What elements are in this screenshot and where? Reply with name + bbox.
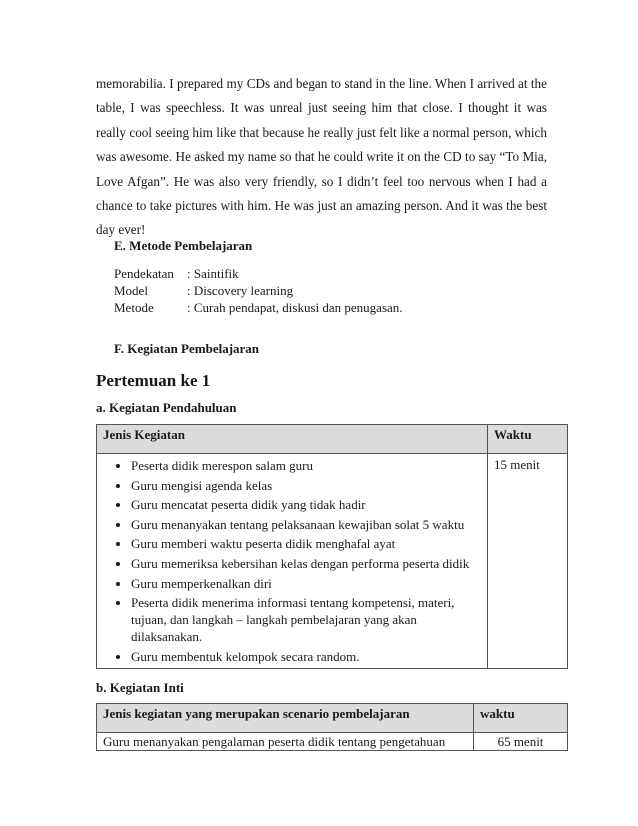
- narrative-paragraph: memorabilia. I prepared my CDs and began to stand in the line. When I arrived at the table, I was speechless. It was unreal just seeing him that close. I thought it was really cool seeing him like that because he really just felt like a normal person, which was awesome. He asked my name so that he could write it on the CD to say “To Mia, Love Afgan”. He was also very friendly, so I didn’t feel too nervous when I had a chance to take pictures with him. He was just an amazing person. And it was the best day ever!: [96, 76, 547, 238]
- method-list: [114, 265, 403, 316]
- time-cell: 65 menit: [474, 733, 568, 751]
- activities-cell: [97, 454, 488, 669]
- method-value: : Discovery learning: [187, 283, 294, 298]
- method-key: Model: [114, 283, 148, 298]
- list-item: • Guru memperkenalkan diri: [131, 575, 481, 592]
- method-row-approach: [114, 265, 403, 282]
- meeting-title: Pertemuan ke 1: [96, 371, 211, 390]
- method-row-method: [114, 299, 403, 316]
- list-item: • Guru menanyakan tentang pelaksanaan kewajiban solat 5 waktu: [131, 516, 481, 533]
- list-item: • Guru membentuk kelompok secara random.: [131, 648, 481, 665]
- header-activity: Jenis Kegiatan: [97, 425, 488, 454]
- header-activity: Jenis kegiatan yang merupakan scenario pembelajaran: [97, 704, 474, 733]
- activities-list: [103, 457, 481, 665]
- method-key: Pendekatan: [114, 266, 174, 281]
- list-item: • Guru mengisi agenda kelas: [131, 477, 481, 494]
- table-row: [97, 733, 568, 751]
- header-time: waktu: [474, 704, 568, 733]
- list-item: • Guru memeriksa kebersihan kelas dengan performa peserta didik: [131, 555, 481, 572]
- core-activities-table: [96, 703, 568, 751]
- section-f-title: F. Kegiatan Pembelajaran: [114, 341, 260, 356]
- method-value: : Saintifik: [187, 266, 239, 281]
- time-cell: 15 menit: [488, 454, 568, 669]
- table-row: [97, 454, 568, 669]
- table-header-row: [97, 425, 568, 454]
- method-value: : Curah pendapat, diskusi dan penugasan.: [187, 300, 403, 315]
- list-item: • Peserta didik menerima informasi tentang kompetensi, materi, tujuan, dan langkah – langkah pembelajaran yang akan dilaksanakan.: [131, 594, 481, 645]
- method-key: Metode: [114, 300, 154, 315]
- list-item: • Guru mencatat peserta didik yang tidak hadir: [131, 496, 481, 513]
- list-item: • Guru memberi waktu peserta didik menghafal ayat: [131, 535, 481, 552]
- header-time: Waktu: [488, 425, 568, 454]
- part-b-title: b. Kegiatan Inti: [96, 680, 184, 695]
- method-row-model: [114, 282, 403, 299]
- part-a-title: a. Kegiatan Pendahuluan: [96, 400, 237, 415]
- opening-activities-table: [96, 424, 568, 669]
- table-header-row: [97, 704, 568, 733]
- list-item: • Peserta didik merespon salam guru: [131, 457, 481, 474]
- section-e-title: E. Metode Pembelajaran: [114, 238, 253, 253]
- activity-cell: Guru menanyakan pengalaman peserta didik tentang pengetahuan: [97, 733, 474, 751]
